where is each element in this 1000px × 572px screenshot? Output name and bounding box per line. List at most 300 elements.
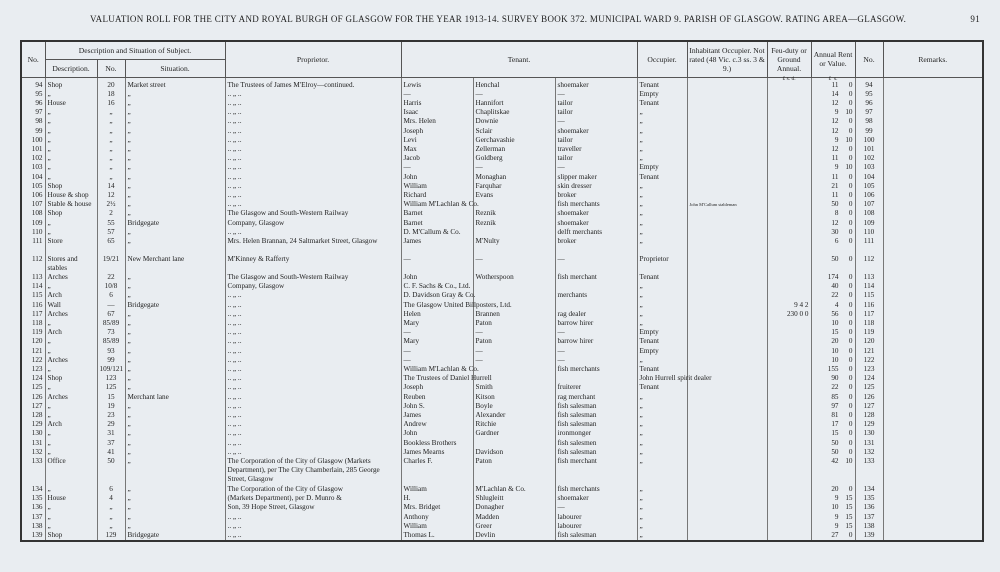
rent-shillings: 0 <box>848 98 853 107</box>
row-street-number: 12 <box>97 191 125 200</box>
row-proprietor: .. „ .. <box>225 522 401 531</box>
row-number: 117 <box>21 310 45 319</box>
row-proprietor: .. „ .. <box>225 99 401 108</box>
row-description: Shop <box>45 209 97 218</box>
col-tenant: Tenant. <box>401 41 637 77</box>
table-row <box>21 209 983 218</box>
row-tenant-last: M'Lachlan & Co. <box>473 485 555 494</box>
table-row <box>21 200 983 209</box>
row-description: „ <box>45 429 97 438</box>
row-tenant-occupation: delft merchants <box>555 228 637 237</box>
row-remarks <box>883 393 983 402</box>
row-situation: „ <box>125 99 225 108</box>
row-inhabitant <box>687 319 767 328</box>
table-row <box>21 291 983 300</box>
rent-shillings: 10 <box>845 135 853 144</box>
row-tenant-occupation: — <box>555 163 637 172</box>
row-tenant-occupation: fruiterer <box>555 383 637 392</box>
row-rent <box>811 337 855 346</box>
row-number: 126 <box>21 393 45 402</box>
row-situation: Bridgegate <box>125 531 225 541</box>
row-tenant-last <box>473 228 555 237</box>
rent-pounds: 9 <box>834 163 839 172</box>
row-number-right: 134 <box>855 485 883 494</box>
row-feu-duty <box>767 448 811 457</box>
row-occupier: „ <box>637 494 687 503</box>
rent-shillings: 0 <box>848 355 853 364</box>
table-row <box>21 365 983 374</box>
row-feu-duty <box>767 145 811 154</box>
row-tenant-first: — <box>401 90 473 99</box>
row-description: Arches <box>45 393 97 402</box>
rent-shillings: 0 <box>848 300 853 309</box>
rent-pounds: 9 <box>834 108 839 117</box>
row-rent <box>811 163 855 172</box>
row-tenant-occupation: fish merchants <box>555 200 637 209</box>
table-row <box>21 81 983 90</box>
row-inhabitant <box>687 356 767 365</box>
row-feu-duty <box>767 402 811 411</box>
rent-shillings: 0 <box>848 272 853 281</box>
row-tenant-last: Boyle <box>473 402 555 411</box>
row-tenant-occupation <box>555 301 637 310</box>
row-number: 139 <box>21 531 45 541</box>
row-proprietor: .. „ .. <box>225 531 401 541</box>
rent-shillings: 0 <box>848 383 853 392</box>
row-tenant-first: James <box>401 237 473 255</box>
row-street-number: 93 <box>97 347 125 356</box>
row-occupier: „ <box>637 393 687 402</box>
rent-shillings: 0 <box>848 144 853 153</box>
row-situation: Market street <box>125 81 225 90</box>
row-tenant-occupation <box>555 282 637 291</box>
rent-shillings: 0 <box>848 254 853 263</box>
row-remarks <box>883 191 983 200</box>
row-inhabitant <box>687 99 767 108</box>
row-tenant-last: Farquhar <box>473 182 555 191</box>
row-tenant-first: The Trustees of Daniel Hurrell <box>401 374 473 383</box>
row-tenant-last: Devlin <box>473 531 555 541</box>
row-feu-duty <box>767 365 811 374</box>
row-rent <box>811 485 855 494</box>
row-situation: „ <box>125 291 225 300</box>
row-number-right: 117 <box>855 310 883 319</box>
row-inhabitant <box>687 531 767 541</box>
row-tenant-first: Charles F. <box>401 457 473 485</box>
row-tenant-first: Bookless Brothers <box>401 439 473 448</box>
rent-pounds: 12 <box>831 117 839 126</box>
row-feu-duty <box>767 328 811 337</box>
row-tenant-first: — <box>401 328 473 337</box>
row-rent <box>811 81 855 90</box>
rent-pounds: 15 <box>831 328 839 337</box>
row-inhabitant <box>687 163 767 172</box>
rent-pounds: 81 <box>831 411 839 419</box>
table-row <box>21 347 983 356</box>
row-remarks <box>883 457 983 485</box>
row-inhabitant <box>687 191 767 200</box>
row-rent <box>811 374 855 383</box>
row-situation: „ <box>125 273 225 282</box>
row-occupier: „ <box>637 145 687 154</box>
row-occupier: John Hurrell spirit dealer <box>637 374 687 383</box>
row-tenant-occupation: broker <box>555 191 637 200</box>
row-rent <box>811 219 855 228</box>
row-remarks <box>883 347 983 356</box>
row-rent <box>811 328 855 337</box>
row-proprietor: .. „ .. <box>225 108 401 117</box>
row-tenant-first: Andrew <box>401 420 473 429</box>
rent-shillings-label: s. <box>834 75 838 82</box>
row-proprietor: .. „ .. <box>225 383 401 392</box>
row-situation: „ <box>125 402 225 411</box>
row-number-right: 120 <box>855 337 883 346</box>
rent-pounds: 11 <box>831 190 839 199</box>
row-street-number: „ <box>97 127 125 136</box>
row-rent <box>811 448 855 457</box>
rent-pounds: 40 <box>831 282 839 291</box>
row-description: Stable & house <box>45 200 97 209</box>
row-street-number: 6 <box>97 485 125 494</box>
row-number-right: 94 <box>855 81 883 90</box>
rent-pounds: 30 <box>831 227 839 236</box>
row-number: 115 <box>21 291 45 300</box>
rent-pounds: 20 <box>831 337 839 346</box>
row-description: „ <box>45 439 97 448</box>
row-occupier: „ <box>637 310 687 319</box>
row-remarks <box>883 439 983 448</box>
row-street-number: 73 <box>97 328 125 337</box>
row-street-number: 57 <box>97 228 125 237</box>
table-row <box>21 255 983 273</box>
row-feu-duty <box>767 503 811 512</box>
row-feu-duty <box>767 439 811 448</box>
rent-pounds: 11 <box>831 172 839 181</box>
row-description: „ <box>45 365 97 374</box>
row-feu-duty <box>767 411 811 420</box>
table-row <box>21 374 983 383</box>
row-tenant-last: M'Nulty <box>473 237 555 255</box>
row-rent <box>811 365 855 374</box>
row-tenant-occupation: labourer <box>555 522 637 531</box>
row-feu-duty <box>767 485 811 494</box>
row-description: „ <box>45 522 97 531</box>
row-proprietor: .. „ .. <box>225 310 401 319</box>
row-tenant-occupation: fish salesman <box>555 402 637 411</box>
row-remarks <box>883 383 983 392</box>
rent-shillings: 0 <box>848 438 853 447</box>
row-number-right: 106 <box>855 191 883 200</box>
row-number-right: 136 <box>855 503 883 512</box>
row-tenant-occupation: fish merchants <box>555 485 637 494</box>
rent-shillings: 0 <box>848 420 853 429</box>
row-number: 104 <box>21 173 45 182</box>
row-tenant-first: — <box>401 255 473 273</box>
row-street-number: 4 <box>97 494 125 503</box>
row-tenant-last: Hannifort <box>473 99 555 108</box>
row-situation: „ <box>125 90 225 99</box>
row-proprietor: .. „ .. <box>225 163 401 172</box>
row-remarks <box>883 513 983 522</box>
row-tenant-first: Harris <box>401 99 473 108</box>
row-rent <box>811 310 855 319</box>
row-situation: „ <box>125 191 225 200</box>
rent-pounds: 85 <box>831 392 839 401</box>
row-rent <box>811 513 855 522</box>
row-remarks <box>883 108 983 117</box>
row-situation: „ <box>125 485 225 494</box>
rent-shillings: 0 <box>848 337 853 346</box>
row-rent <box>811 429 855 438</box>
row-tenant-first: Thomas L. <box>401 531 473 541</box>
row-rent <box>811 457 855 485</box>
table-row <box>21 173 983 182</box>
row-tenant-occupation: shoemaker <box>555 209 637 218</box>
row-remarks <box>883 301 983 310</box>
row-description: Store <box>45 237 97 255</box>
row-inhabitant <box>687 411 767 420</box>
row-occupier: Tenant <box>637 173 687 182</box>
rent-shillings: 0 <box>848 181 853 190</box>
row-tenant-occupation <box>555 374 637 383</box>
row-occupier: „ <box>637 127 687 136</box>
row-occupier: Tenant <box>637 337 687 346</box>
row-number: 127 <box>21 402 45 411</box>
row-description: „ <box>45 448 97 457</box>
row-rent <box>811 319 855 328</box>
row-occupier: „ <box>637 237 687 255</box>
row-inhabitant <box>687 90 767 99</box>
row-description: Shop <box>45 374 97 383</box>
row-occupier: „ <box>637 503 687 512</box>
row-rent <box>811 522 855 531</box>
row-tenant-occupation: fish salesman <box>555 420 637 429</box>
row-rent <box>811 503 855 512</box>
row-tenant-first: The Glasgow United Billposters, Ltd. <box>401 301 473 310</box>
row-proprietor: .. „ .. <box>225 402 401 411</box>
row-tenant-last: Greer <box>473 522 555 531</box>
row-occupier: „ <box>637 420 687 429</box>
row-number-right: 114 <box>855 282 883 291</box>
row-tenant-last: Monaghan <box>473 173 555 182</box>
row-description: „ <box>45 173 97 182</box>
row-inhabitant <box>687 237 767 255</box>
table-row <box>21 429 983 438</box>
row-street-number: 125 <box>97 383 125 392</box>
row-remarks <box>883 127 983 136</box>
row-number-right: 126 <box>855 393 883 402</box>
row-street-number: 99 <box>97 356 125 365</box>
row-remarks <box>883 420 983 429</box>
row-proprietor: .. „ .. <box>225 374 401 383</box>
row-remarks <box>883 282 983 291</box>
row-inhabitant <box>687 145 767 154</box>
row-description: „ <box>45 108 97 117</box>
row-inhabitant <box>687 439 767 448</box>
row-number: 131 <box>21 439 45 448</box>
row-tenant-last: — <box>473 347 555 356</box>
row-occupier: „ <box>637 411 687 420</box>
col-inhabitant: Inhabitant Occupier. Not rated (48 Vic. c.3 ss. 3 & 9.) <box>687 41 767 77</box>
row-number-right: 116 <box>855 301 883 310</box>
feu-shillings-label: s. <box>786 75 791 82</box>
row-remarks <box>883 219 983 228</box>
rent-shillings: 0 <box>848 328 853 337</box>
row-situation: „ <box>125 127 225 136</box>
row-tenant-last <box>473 365 555 374</box>
feu-pounds-label: £ <box>782 75 786 82</box>
row-feu-duty <box>767 420 811 429</box>
row-proprietor: The Corporation of the City of Glasgow (Markets Department), per The City Chamberlain, 285 George Street, Glasgow <box>225 457 401 485</box>
row-situation: Merchant lane <box>125 393 225 402</box>
rent-shillings: 0 <box>848 531 853 540</box>
row-number-right: 97 <box>855 108 883 117</box>
row-tenant-first: William <box>401 522 473 531</box>
row-remarks <box>883 136 983 145</box>
row-situation: „ <box>125 429 225 438</box>
row-number-right: 103 <box>855 163 883 172</box>
row-proprietor: The Trustees of James M'Elroy—continued. <box>225 81 401 90</box>
row-description: Arch <box>45 328 97 337</box>
rent-pounds: 50 <box>831 254 839 263</box>
row-tenant-occupation: fish salesman <box>555 448 637 457</box>
row-street-number: „ <box>97 503 125 512</box>
rent-pounds: 11 <box>831 80 839 89</box>
row-number: 97 <box>21 108 45 117</box>
row-street-number: „ <box>97 163 125 172</box>
row-street-number: „ <box>97 154 125 163</box>
row-street-number: 85/89 <box>97 319 125 328</box>
row-occupier: Tenant <box>637 383 687 392</box>
row-occupier: „ <box>637 457 687 485</box>
rent-pounds: 11 <box>831 154 839 163</box>
row-number-right: 100 <box>855 136 883 145</box>
row-situation: „ <box>125 163 225 172</box>
row-number: 107 <box>21 200 45 209</box>
row-remarks <box>883 503 983 512</box>
row-description: House & shop <box>45 191 97 200</box>
row-tenant-last: Kitson <box>473 393 555 402</box>
row-street-number: 37 <box>97 439 125 448</box>
row-proprietor: .. „ .. <box>225 127 401 136</box>
row-remarks <box>883 163 983 172</box>
row-occupier: „ <box>637 154 687 163</box>
row-number: 94 <box>21 81 45 90</box>
row-description: „ <box>45 411 97 420</box>
row-number: 129 <box>21 420 45 429</box>
table-row <box>21 411 983 420</box>
row-feu-duty <box>767 173 811 182</box>
row-feu-duty <box>767 90 811 99</box>
table-row <box>21 182 983 191</box>
row-tenant-occupation: shoemaker <box>555 219 637 228</box>
row-rent <box>811 383 855 392</box>
row-rent <box>811 228 855 237</box>
rent-pounds: 17 <box>831 420 839 429</box>
row-rent <box>811 127 855 136</box>
row-description: Arch <box>45 291 97 300</box>
row-tenant-occupation: labourer <box>555 513 637 522</box>
table-row <box>21 310 983 319</box>
row-description: „ <box>45 219 97 228</box>
table-row <box>21 136 983 145</box>
row-number: 122 <box>21 356 45 365</box>
row-tenant-occupation: — <box>555 356 637 365</box>
row-rent <box>811 494 855 503</box>
row-proprietor: .. „ .. <box>225 365 401 374</box>
row-street-number: 23 <box>97 411 125 420</box>
table-row <box>21 154 983 163</box>
row-description: „ <box>45 383 97 392</box>
row-situation: „ <box>125 457 225 485</box>
row-number-right: 105 <box>855 182 883 191</box>
row-occupier: „ <box>637 301 687 310</box>
table-row <box>21 90 983 99</box>
row-tenant-last: Wotherspoon <box>473 273 555 282</box>
rent-shillings: 0 <box>848 89 853 98</box>
row-rent <box>811 145 855 154</box>
row-tenant-first: Mary <box>401 337 473 346</box>
row-tenant-occupation: — <box>555 117 637 126</box>
row-proprietor: Son, 39 Hope Street, Glasgow <box>225 503 401 512</box>
row-tenant-first: D. M'Callum & Co. <box>401 228 473 237</box>
row-description: Arches <box>45 273 97 282</box>
row-proprietor: .. „ .. <box>225 173 401 182</box>
col-number: No. <box>97 59 125 77</box>
row-proprietor: .. „ .. <box>225 337 401 346</box>
row-number-right: 99 <box>855 127 883 136</box>
row-tenant-occupation: — <box>555 347 637 356</box>
rent-pounds: 97 <box>831 401 839 410</box>
row-inhabitant <box>687 393 767 402</box>
row-number: 134 <box>21 485 45 494</box>
row-occupier: „ <box>637 136 687 145</box>
row-feu-duty <box>767 154 811 163</box>
row-tenant-last: Goldberg <box>473 154 555 163</box>
row-tenant-first: William M'Lachlan & Co. <box>401 365 473 374</box>
row-rent <box>811 200 855 209</box>
row-situation: Bridgegate <box>125 219 225 228</box>
table-row <box>21 383 983 392</box>
table-row <box>21 485 983 494</box>
rent-pounds: 8 <box>834 209 839 218</box>
row-description: „ <box>45 136 97 145</box>
table-row <box>21 282 983 291</box>
row-situation: „ <box>125 356 225 365</box>
row-situation: New Merchant lane <box>125 255 225 273</box>
row-number-right: 98 <box>855 117 883 126</box>
row-tenant-occupation: tailor <box>555 154 637 163</box>
row-number-right: 111 <box>855 237 883 255</box>
row-number-right: 107 <box>855 200 883 209</box>
row-tenant-occupation: traveller <box>555 145 637 154</box>
rent-pounds: 50 <box>831 200 839 209</box>
row-number-right: 113 <box>855 273 883 282</box>
row-description: Shop <box>45 531 97 541</box>
row-tenant-occupation: shoemaker <box>555 81 637 90</box>
row-remarks <box>883 209 983 218</box>
row-remarks <box>883 485 983 494</box>
row-rent <box>811 273 855 282</box>
row-tenant-last: Downie <box>473 117 555 126</box>
row-number: 133 <box>21 457 45 485</box>
row-tenant-occupation: rag dealer <box>555 310 637 319</box>
row-tenant-first: — <box>401 356 473 365</box>
row-tenant-first: William M'Lachlan & Co. <box>401 200 473 209</box>
row-number: 99 <box>21 127 45 136</box>
row-number-right: 129 <box>855 420 883 429</box>
col-no2: No. <box>855 41 883 77</box>
